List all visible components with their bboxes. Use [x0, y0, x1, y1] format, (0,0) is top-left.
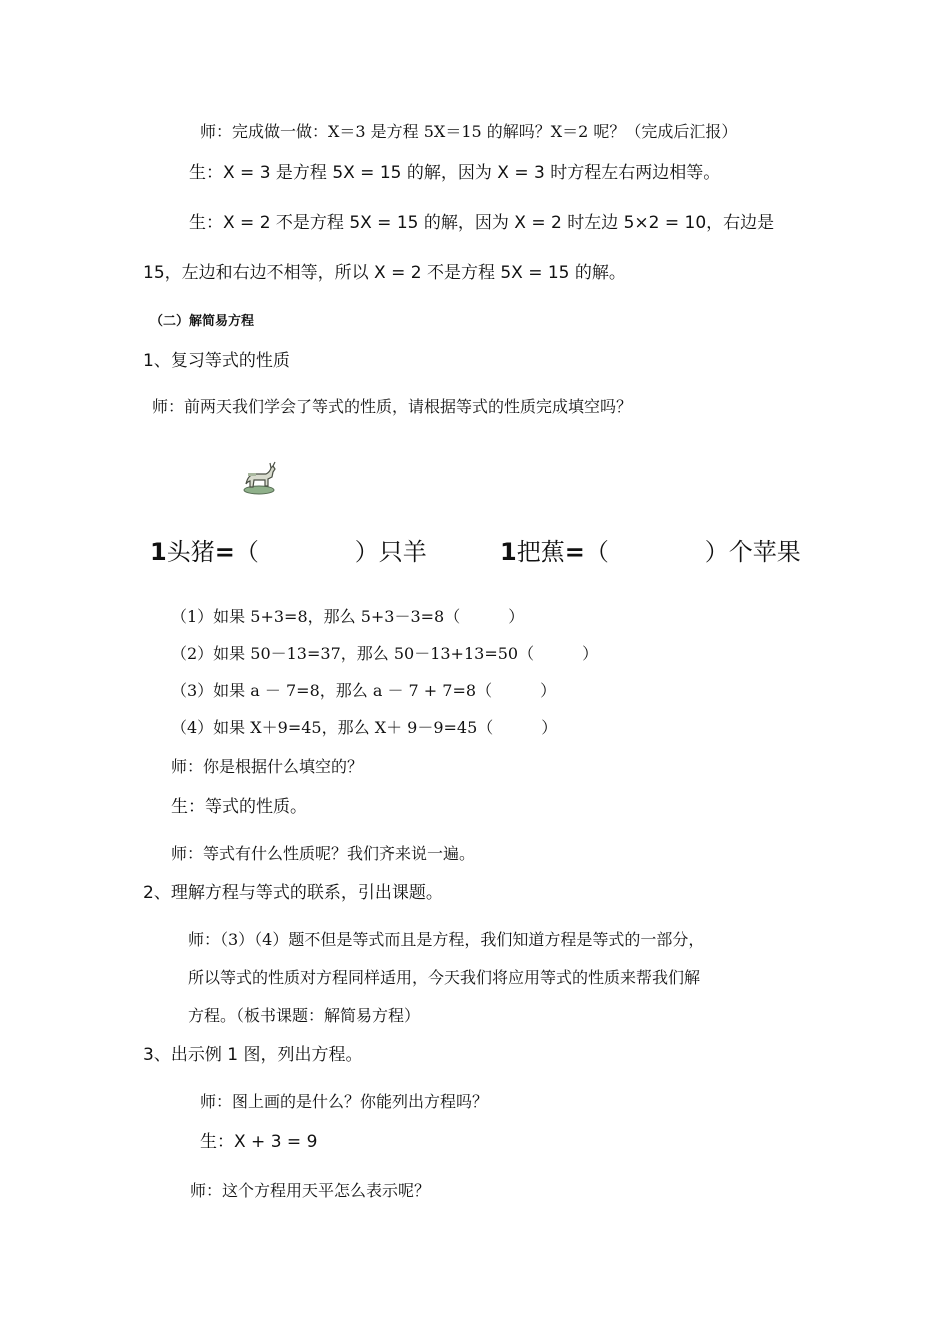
banana-equals: =	[564, 538, 585, 566]
text-line: 方程。（板书课题：解简易方程）	[188, 1006, 421, 1025]
exercise-item: （2）如果 50－13=37，那么 50－13+13=50（ ）	[171, 644, 599, 663]
text-line: 生：X = 2 不是方程 5X = 15 的解，因为 X = 2 时左边 5×2 = 10，右边是	[189, 213, 775, 233]
text-line: 师：你是根据什么填空的？	[171, 757, 364, 776]
pig-equation	[150, 540, 427, 564]
text-line: 15，左边和右边不相等，所以 X = 2 不是方程 5X = 15 的解。	[143, 263, 626, 283]
text-line: 师：图上画的是什么？你能列出方程吗？	[200, 1092, 489, 1111]
subsection-heading: 1、复习等式的性质	[143, 351, 290, 371]
subsection-heading: 2、理解方程与等式的联系，引出课题。	[143, 883, 443, 903]
banana-blank: （ ）个苹果	[584, 538, 801, 566]
pig-blank: （ ）只羊	[234, 538, 427, 566]
text-line: 师：等式有什么性质呢？我们齐来说一遍。	[171, 844, 476, 863]
banana-number: 1	[500, 538, 517, 566]
text-line: 生：等式的性质。	[171, 797, 307, 817]
pig-number: 1	[150, 538, 167, 566]
goat-icon	[240, 460, 278, 496]
pig-label: 头猪	[166, 538, 215, 566]
pig-equals: =	[214, 538, 235, 566]
text-line: 师：这个方程用天平怎么表示呢？	[190, 1181, 431, 1200]
exercise-item: （4）如果 X＋9=45，那么 X＋ 9－9=45（ ）	[171, 718, 558, 737]
text-line: 师：（3）（4）题不但是等式而且是方程，我们知道方程是等式的一部分，	[188, 930, 705, 949]
banana-label: 把蕉	[516, 538, 565, 566]
exercise-item: （1）如果 5+3=8，那么 5+3－3=8（ ）	[171, 607, 525, 626]
text-line: 师：前两天我们学会了等式的性质，请根据等式的性质完成填空吗？	[152, 397, 633, 416]
text-line: 师：完成做一做：X＝3 是方程 5X＝15 的解吗？X＝2 呢？（完成后汇报）	[200, 122, 738, 141]
banana-equation	[500, 540, 801, 564]
section-heading: （二）解简易方程	[150, 314, 255, 329]
text-line: 所以等式的性质对方程同样适用，今天我们将应用等式的性质来帮我们解	[188, 968, 701, 987]
subsection-heading: 3、出示例 1 图，列出方程。	[143, 1045, 363, 1065]
text-line: 生：X + 3 = 9	[200, 1132, 318, 1152]
text-line: 生：X = 3 是方程 5X = 15 的解，因为 X = 3 时方程左右两边相等。	[189, 163, 721, 183]
exercise-item: （3）如果 a － 7=8，那么 a － 7 + 7=8（ ）	[171, 681, 557, 700]
